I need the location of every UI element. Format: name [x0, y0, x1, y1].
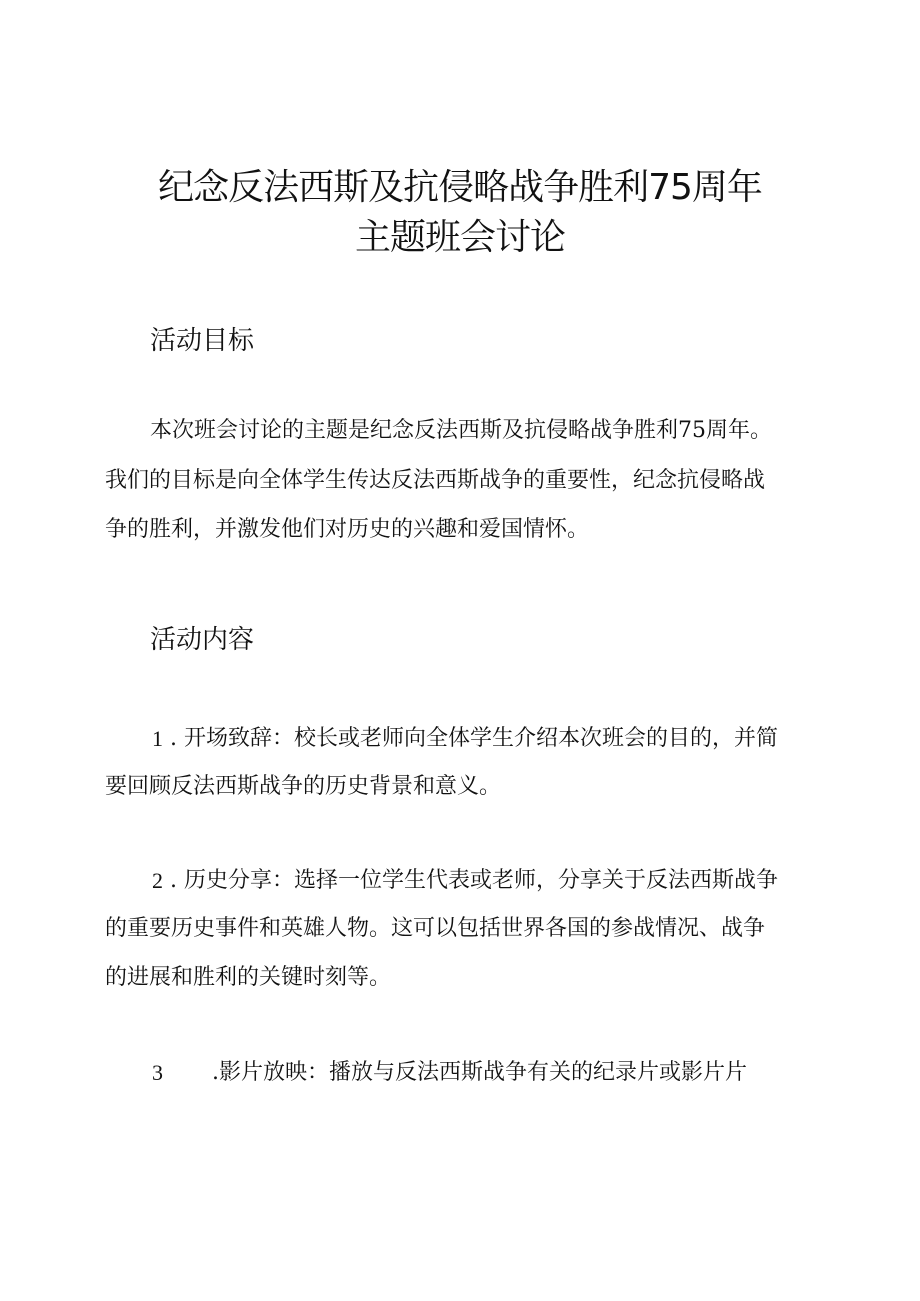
section-heading-content: 活动内容 [150, 625, 255, 655]
list-item-1-line-1: . 开场致辞：校长或老师向全体学生介绍本次班会的目的，并简 [170, 726, 778, 751]
list-item-2-line-3: 的进展和胜利的关键时刻等。 [105, 965, 392, 990]
goal-paragraph-line-1: 本次班会讨论的主题是纪念反法西斯及抗侵略战争胜利75周年。 [150, 418, 772, 443]
list-item-2-line-2: 的重要历史事件和英雄人物。这可以包括世界各国的参战情况、战争 [105, 916, 766, 941]
list-item-3-line-1: .影片放映：播放与反法西斯战争有关的纪录片或影片片 [212, 1060, 747, 1085]
document-title-line-2: 主题班会讨论 [354, 217, 565, 258]
section-heading-goal: 活动目标 [150, 326, 255, 356]
list-item-number-2: 2 [152, 868, 163, 893]
list-item-number-3: 3 [152, 1060, 163, 1085]
goal-paragraph-line-3: 争的胜利，并激发他们对历史的兴趣和爱国情怀。 [105, 517, 590, 542]
list-item-2-line-1: . 历史分享：选择一位学生代表或老师，分享关于反法西斯战争 [170, 868, 778, 893]
goal-paragraph-line-2: 我们的目标是向全体学生传达反法西斯战争的重要性，纪念抗侵略战 [105, 468, 766, 493]
list-item-number-1: 1 [152, 726, 163, 751]
document-title-line-1: 纪念反法西斯及抗侵略战争胜利75周年 [158, 167, 762, 208]
list-item-1-line-2: 要回顾反法西斯战争的历史背景和意义。 [105, 774, 502, 799]
